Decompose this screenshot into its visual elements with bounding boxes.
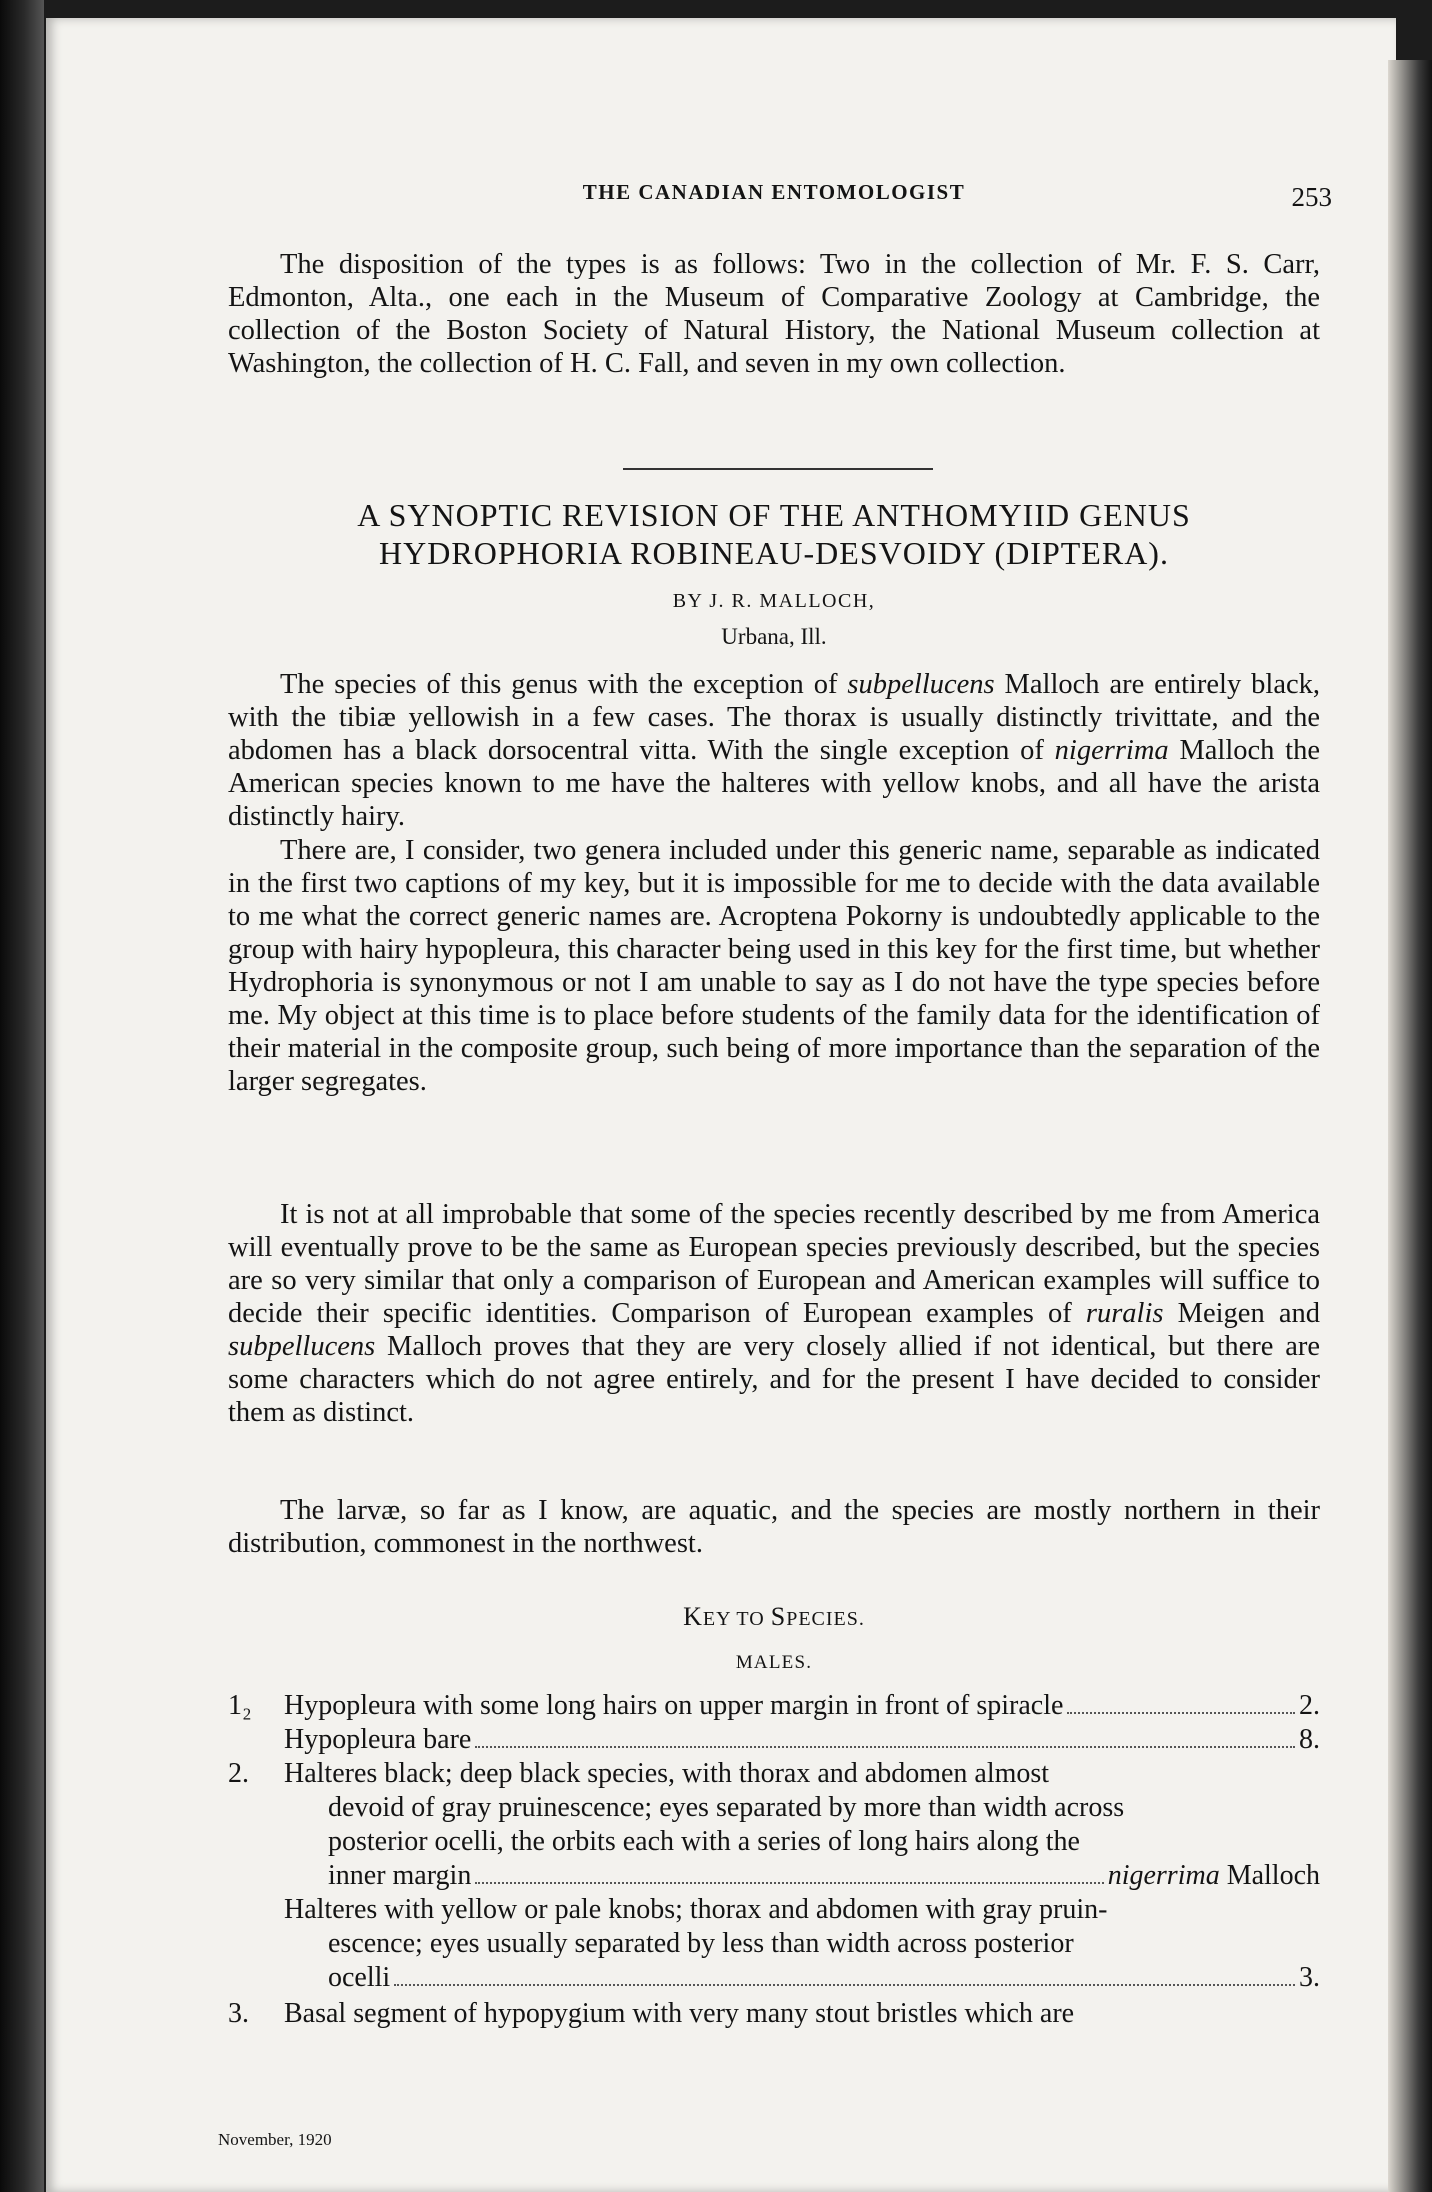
text-run: Malloch the American species known to me have the halteres with yellow knobs, and all have the arista distinctly hairy. [228,735,1321,832]
text-run: Malloch proves that they are very closely allied if not identical, but there are some characters which do not agree entirely, and for the present I have decided to consider them as distinct. [228,1331,1320,1428]
key-reference: 8. [1299,1724,1320,1755]
key-text: Basal segment of hypopygium with very many stout bristles which are [284,1998,1075,2029]
leader-dots [475,1736,1295,1748]
key-text: Hypopleura bare [284,1724,472,1755]
couplet-number: 3. [228,1998,249,2029]
text-run: The species of this genus with the exception of [280,669,848,700]
text-run: Meigen and [1163,1298,1321,1329]
key-text: ocelli [328,1962,391,1993]
article-title-line-1: A SYNOPTIC REVISION OF THE ANTHOMYIID GENUS [357,497,1191,533]
key-text: posterior ocelli, the orbits each with a series of long hairs along the [328,1826,1080,1857]
couplet-number: 2. [228,1758,249,1789]
leader-dots [475,1872,1103,1884]
key-text: Halteres black; deep black species, with thorax and abdomen almost [284,1758,1050,1789]
page-sheet [46,18,1396,2192]
text-run: It is not at all improbable that some of the species recently described by me from America will eventually prove to be the same as European species previously described, but the species are so very similar that only a comparison of European and American examples will suffice to decide their specific identities. Comparison of European examples of [228,1199,1320,1329]
species-name: nigerrima [1054,735,1169,766]
couplet-number: 1₂ [228,1690,252,1721]
left-page-edge [0,0,44,2192]
text-run: The larvæ, so far as I know, are aquatic, and the species are mostly northern in their distribution, commonest in the northwest. [228,1495,1320,1559]
author-byline: BY J. R. MALLOCH, [672,590,876,612]
key-sex-heading: MALES. [735,1652,813,1673]
journal-title: THE CANADIAN ENTOMOLOGIST [582,180,966,204]
species-name: subpellucens [228,1331,376,1362]
running-head [228,180,1332,212]
key-text: Halteres with yellow or pale knobs; thorax and abdomen with gray pruin- [284,1894,1108,1925]
author-location: Urbana, Ill. [721,624,827,649]
key-heading-part: PECIES. [786,1608,865,1630]
key-text: inner margin [328,1860,472,1891]
key-reference: 2. [1299,1690,1320,1721]
leader-dots [394,1974,1295,1986]
body-paragraph-1 [228,668,1320,833]
key-reference: 3. [1299,1962,1320,1993]
species-name: nigerrima [1107,1860,1220,1891]
species-name: subpellucens [847,669,995,700]
key-line [228,1826,1320,1858]
leader-dots [1067,1702,1295,1714]
key-line [228,1690,1320,1722]
body-paragraph-4 [228,1494,1320,1560]
book-spine [1388,60,1432,2192]
key-text: devoid of gray pruinescence; eyes separated by more than width across [328,1792,1125,1823]
body-paragraph-3 [228,1198,1320,1429]
key-text: Hypopleura with some long hairs on upper margin in front of spiracle [284,1690,1064,1721]
species-name: ruralis [1085,1298,1164,1329]
key-line [228,1758,1320,1790]
section-divider [623,468,933,470]
key-text: escence; eyes usually separated by less than width across posterior [328,1928,1074,1959]
key-line [228,1724,1320,1756]
key-line [228,1962,1320,1994]
article-title [228,496,1320,572]
key-heading-part: K [683,1602,703,1631]
key-line [228,1860,1320,1892]
key-heading-part: EY TO [702,1608,771,1630]
key-line [228,1998,1320,2030]
key-heading-part: S [770,1602,787,1631]
body-paragraph-2 [228,834,1320,1098]
page-number: 253 [1291,182,1332,212]
key-reference [1108,1860,1320,1892]
text-run: There are, I consider, two genera included under this generic name, separable as indicated in the first two captions of my key, but it is impossible for me to decide with the data available to me what the correct generic names are. Acroptena Pokorny is undoubtedly applicable to the group with hairy hypopleura, this character being used in this key for the first time, but whether Hydrophoria is synonymous or not I am unable to say as I do not have the type species before me. My object at this time is to place before students of the family data for the identification of their material in the composite group, such being of more importance than the separation of the larger segregates. [228,835,1320,1097]
key-line [228,1894,1320,1926]
key-line [228,1792,1320,1824]
key-line [228,1928,1320,1960]
article-title-line-2: HYDROPHORIA ROBINEAU-DESVOIDY (DIPTERA). [379,535,1169,571]
text-run: Malloch are entirely black, with the tibiæ yellowish in a few cases. The thorax is usually distinctly trivittate, and the abdomen has a black dorsocentral vitta. With the single exception of [228,669,1321,766]
author-name: Malloch [1219,1860,1320,1891]
issue-date: November, 1920 [218,2130,332,2149]
key-heading [228,1602,1320,1632]
intro-paragraph: The disposition of the types is as follows: Two in the collection of Mr. F. S. Carr, Edmonton, Alta., one each in the Museum of Comparative Zoology at Cambridge, the collection of the Boston Society of Natural History, the National Museum collection at Washington, the collection of H. C. Fall, and seven in my own collection. [228,249,1320,379]
